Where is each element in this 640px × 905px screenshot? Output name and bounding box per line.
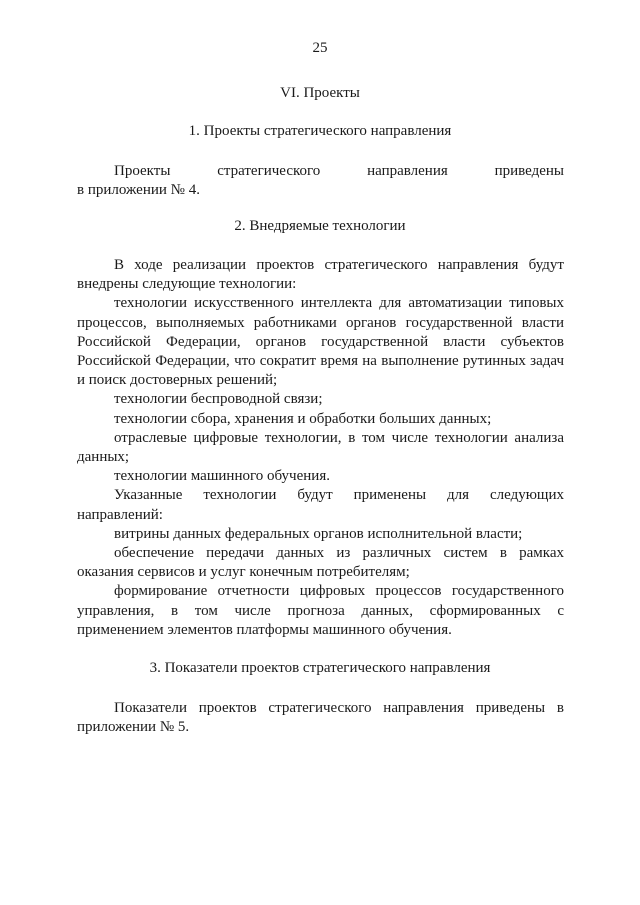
list-item: технологии машинного обучения.	[114, 468, 330, 485]
paragraph: Показатели проектов стратегического направления приведены в приложении № 5.	[77, 700, 564, 736]
subsection-3-body	[77, 699, 564, 737]
list-item: технологии беспроводной связи;	[114, 391, 323, 408]
subsection-1-line-1	[77, 162, 564, 181]
subsection-1-body	[77, 162, 564, 200]
paragraph: Указанные технологии будут применены для следующих направлений:	[77, 487, 564, 523]
subsection-2-body	[77, 256, 564, 640]
subsection-3-title: 3. Показатели проектов стратегического направления	[149, 660, 491, 676]
word: Проекты	[114, 163, 171, 179]
word: приведены	[494, 163, 564, 179]
list-item: витрины данных федеральных органов исполнительной власти;	[114, 525, 523, 542]
list-item: формирование отчетности цифровых процессов государственного управления, в том числе прогноза данных, сформированных с применением элементов платформы машинного обучения.	[77, 583, 564, 638]
list-item: отраслевые цифровые технологии, в том числе технологии анализа данных;	[77, 429, 564, 466]
list-item: технологии сбора, хранения и обработки больших данных;	[114, 410, 492, 427]
section-title: VI. Проекты	[280, 85, 360, 101]
subsection-1-line-2: в приложении № 4.	[77, 182, 200, 199]
list-item: технологии искусственного интеллекта для автоматизации типовых процессов, выполняемых работниками органов государственной власти Российской Федерации, органов государственной власти субъектов Российской Федерации, что сократит время на выполнение рутинных задач и поиск достоверных решений;	[77, 295, 564, 389]
subsection-2-title: 2. Внедряемые технологии	[234, 218, 406, 234]
subsection-1-title: 1. Проекты стратегического направления	[188, 123, 452, 139]
list-item: обеспечение передачи данных из различных систем в рамках оказания сервисов и услуг конечным потребителям;	[77, 545, 564, 581]
page-number: 25	[312, 40, 328, 56]
paragraph: В ходе реализации проектов стратегического направления будут внедрены следующие технологии:	[77, 257, 564, 293]
word: направления	[367, 163, 448, 179]
word: стратегического	[217, 163, 321, 179]
